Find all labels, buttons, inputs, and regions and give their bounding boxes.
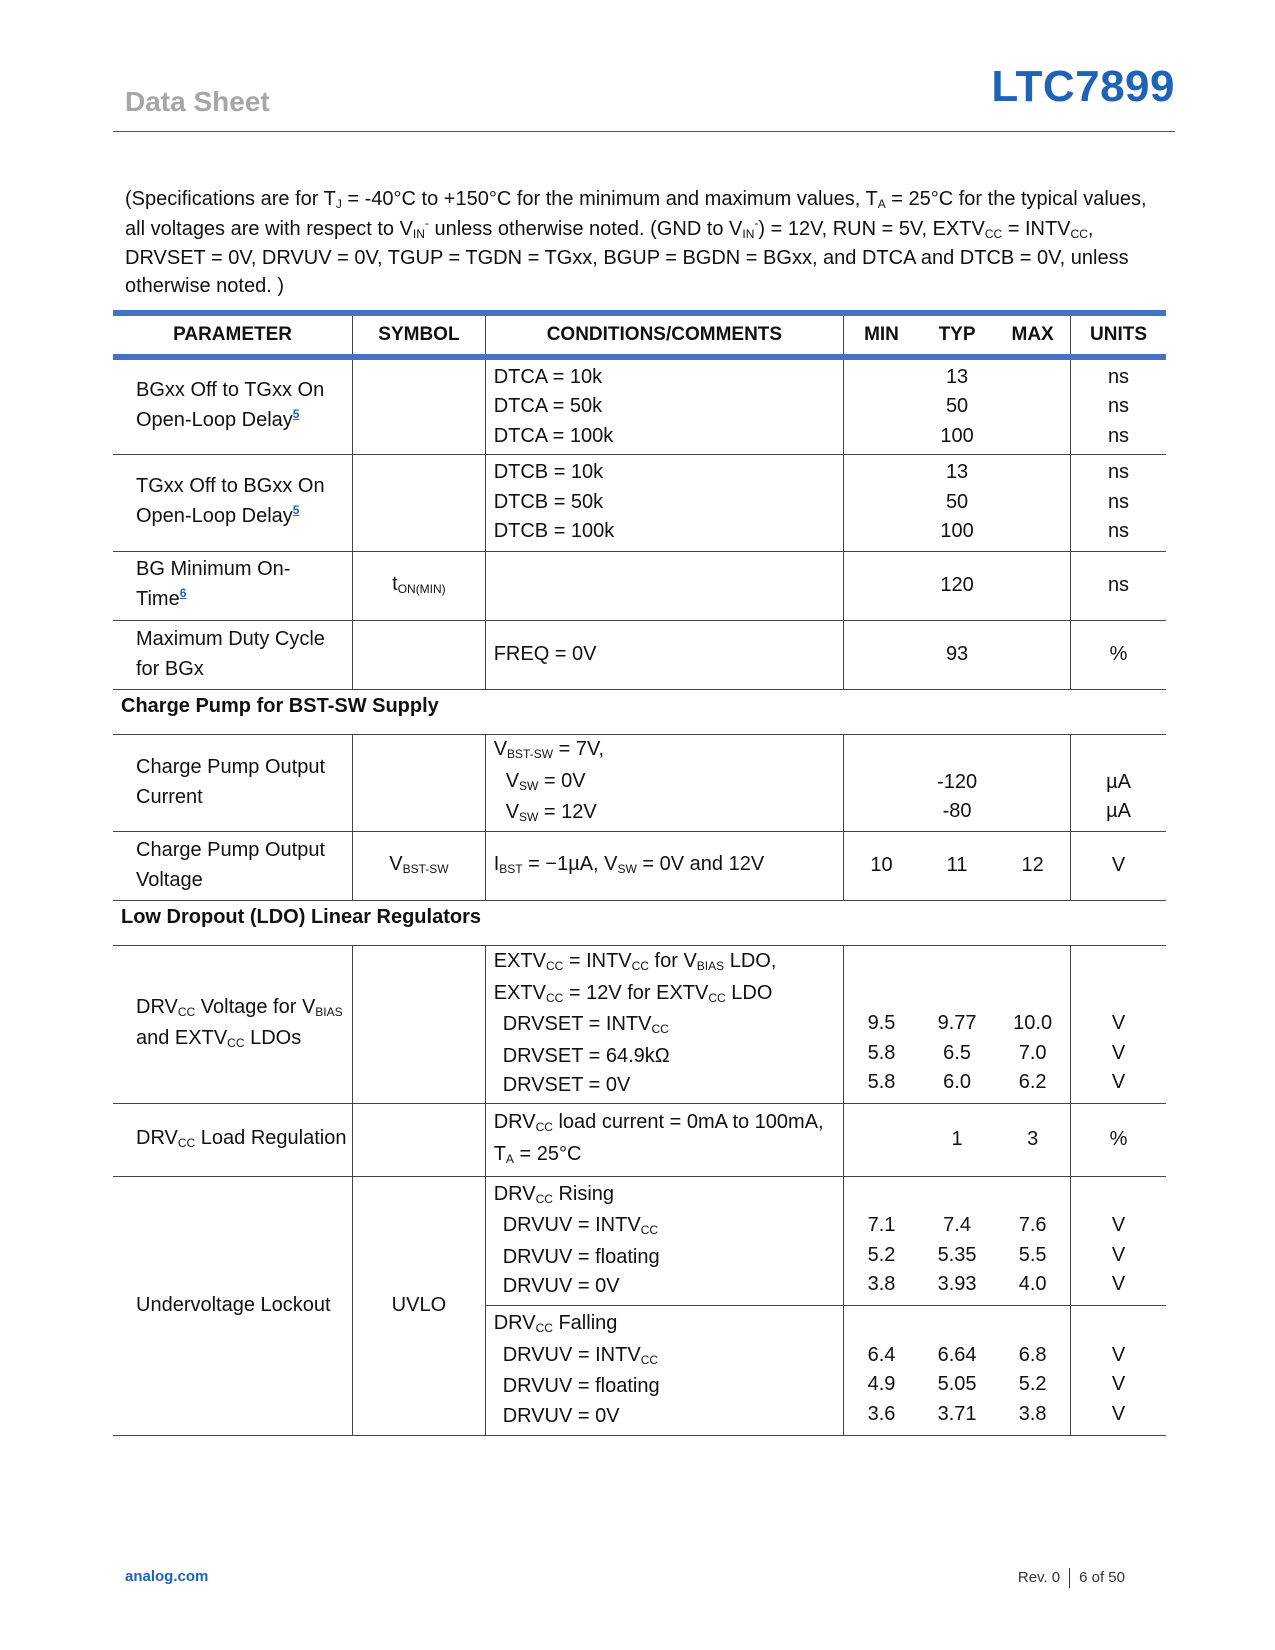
typ-cell: 9.77 6.5 6.0 [919,945,995,1103]
symbol-cell: $t_{ON(MIN)}$ [353,551,486,620]
units-cell: V V V [1071,1176,1166,1305]
table-row [113,1176,1166,1305]
max-cell: 10.0 7.0 6.2 [995,945,1070,1103]
units-cell: % [1071,620,1166,689]
electrical-characteristics-table [113,310,1166,1436]
section-row [113,900,1166,945]
part-number-title: LTC7899 [991,62,1175,111]
symbol-cell [353,1103,486,1176]
units-cell: µA µA [1071,734,1166,831]
max-cell: 7.6 5.5 4.0 [995,1176,1070,1305]
table-row [113,357,1166,454]
conditions-cell: DTCB = 10k DTCB = 50k DTCB = 100k [485,454,843,551]
typ-cell: 13 50 100 [919,357,995,454]
units-cell: ns ns ns [1071,454,1166,551]
conditions-cell: $I_{BST} = -1\mu A$, $V_{SW} = 0V$ and 12V [485,831,843,900]
max-cell [995,620,1070,689]
table-row [113,454,1166,551]
param-cell: Charge Pump Output Voltage [113,831,353,900]
min-cell: 7.1 5.2 3.8 [844,1176,919,1305]
col-parameter: PARAMETER [113,313,353,357]
section-heading: Charge Pump for BST-SW Supply [113,689,1166,734]
typ-cell: 120 [919,551,995,620]
units-cell: ns ns ns [1071,357,1166,454]
param-cell: Charge Pump Output Current [113,734,353,831]
param-cell: Maximum Duty Cycle for BGx [113,620,353,689]
revision-label: Rev. 0 [1017,1568,1061,1586]
footnote-link[interactable]: 5 [292,502,300,517]
section-row [113,689,1166,734]
param-cell: $DRV_{CC}$ Voltage for $V_{BIAS}$ and $EXTV_{CC}$ LDOs [113,945,353,1103]
min-cell: 6.4 4.9 3.6 [844,1305,919,1435]
conditions-cell: DTCA = 10k DTCA = 50k DTCA = 100k [485,357,843,454]
min-cell [844,357,919,454]
max-cell: 3 [995,1103,1070,1176]
typ-cell: 11 [919,831,995,900]
typ-cell: -120 -80 [919,734,995,831]
param-cell: TGxx Off to BGxx On Open-Loop Delay$^5$ [113,454,353,551]
conditions-cell: $DRV_{CC}$ Falling DRVUV = $INTV_{CC}$ DRVUV = floating DRVUV = 0V [485,1305,843,1435]
units-cell: V [1071,831,1166,900]
conditions-cell: FREQ = 0V [485,620,843,689]
units-cell: % [1071,1103,1166,1176]
table-header-row [113,313,1166,357]
units-cell: V V V [1071,1305,1166,1435]
footnote-link[interactable]: 5 [292,406,300,421]
table-row [113,551,1166,620]
conditions-cell: $DRV_{CC}$ load current = 0mA to 100mA, $T_A = 25^\circ C$ [485,1103,843,1176]
min-cell [844,1103,919,1176]
min-cell: 9.5 5.8 5.8 [844,945,919,1103]
symbol-cell [353,454,486,551]
page-number: 6 of 50 [1079,1568,1125,1586]
min-cell [844,454,919,551]
max-cell: 6.8 5.2 3.8 [995,1305,1070,1435]
typ-cell: 7.4 5.35 3.93 [919,1176,995,1305]
param-cell: BGxx Off to TGxx On Open-Loop Delay$^5$ [113,357,353,454]
conditions-cell: $V_{BST-SW} = 7V$, $V_{SW} = 0V$ $V_{SW} = 12V$ [485,734,843,831]
param-cell: BG Minimum On- Time$^6$ [113,551,353,620]
param-cell: $DRV_{CC}$ Load Regulation [113,1103,353,1176]
typ-cell: 93 [919,620,995,689]
units-cell: V V V [1071,945,1166,1103]
symbol-cell [353,357,486,454]
max-cell [995,734,1070,831]
spec-conditions-note: (Specifications are for $T_J = -40^\circ C$ to +150°C for the minimum and maximum values, $T_A = 25^\circ C$ for the typical values, all voltages are with respect to $V_{IN}^-$ unless otherwise noted. (GND to $V_{IN}^-) = 12V$, RUN = 5V, $EXTV_{CC}$ = $INTV_{CC}$, DRVSET = 0V, DRVUV = 0V, TGUP = TGDN = TGxx, BGUP = BGDN = BGxx, and DTCA and DTCB = 0V, unless otherwise noted. ) [125,188,1147,297]
conditions-cell: $DRV_{CC}$ Rising DRVUV = $INTV_{CC}$ DRVUV = floating DRVUV = 0V [485,1176,843,1305]
table-row [113,831,1166,900]
website-link[interactable]: analog.com [125,1568,209,1585]
symbol-cell [353,734,486,831]
max-cell [995,357,1070,454]
table-row [113,1103,1166,1176]
conditions-cell [485,551,843,620]
col-typ: TYP [919,313,995,357]
typ-cell: 6.64 5.05 3.71 [919,1305,995,1435]
min-cell [844,734,919,831]
col-conditions: CONDITIONS/COMMENTS [485,313,843,357]
symbol-cell: $V_{BST-SW}$ [353,831,486,900]
symbol-cell: UVLO [353,1176,486,1435]
page-footer [1018,1568,1125,1588]
min-cell [844,551,919,620]
col-units: UNITS [1071,313,1166,357]
footer-divider [1069,1568,1070,1588]
header-divider [113,131,1175,132]
section-heading: Low Dropout (LDO) Linear Regulators [113,900,1166,945]
symbol-cell [353,945,486,1103]
typ-cell: 1 [919,1103,995,1176]
col-max: MAX [995,313,1070,357]
symbol-cell [353,620,486,689]
max-cell [995,454,1070,551]
units-cell: ns [1071,551,1166,620]
table-row [113,945,1166,1103]
max-cell: 12 [995,831,1070,900]
table-row [113,620,1166,689]
param-cell: Undervoltage Lockout [113,1176,353,1435]
col-min: MIN [844,313,919,357]
table-row [113,734,1166,831]
min-cell [844,620,919,689]
min-cell: 10 [844,831,919,900]
doc-type-label: Data Sheet [125,86,270,117]
conditions-cell: $EXTV_{CC}$ = $INTV_{CC}$ for $V_{BIAS}$ LDO, $EXTV_{CC} = 12V$ for $EXTV_{CC}$ LDO DRVSET = $INTV_{CC}$ DRVSET = 64.9kΩ DRVSET = 0V [485,945,843,1103]
footnote-link[interactable]: 6 [179,585,187,600]
typ-cell: 13 50 100 [919,454,995,551]
max-cell [995,551,1070,620]
col-symbol: SYMBOL [353,313,486,357]
